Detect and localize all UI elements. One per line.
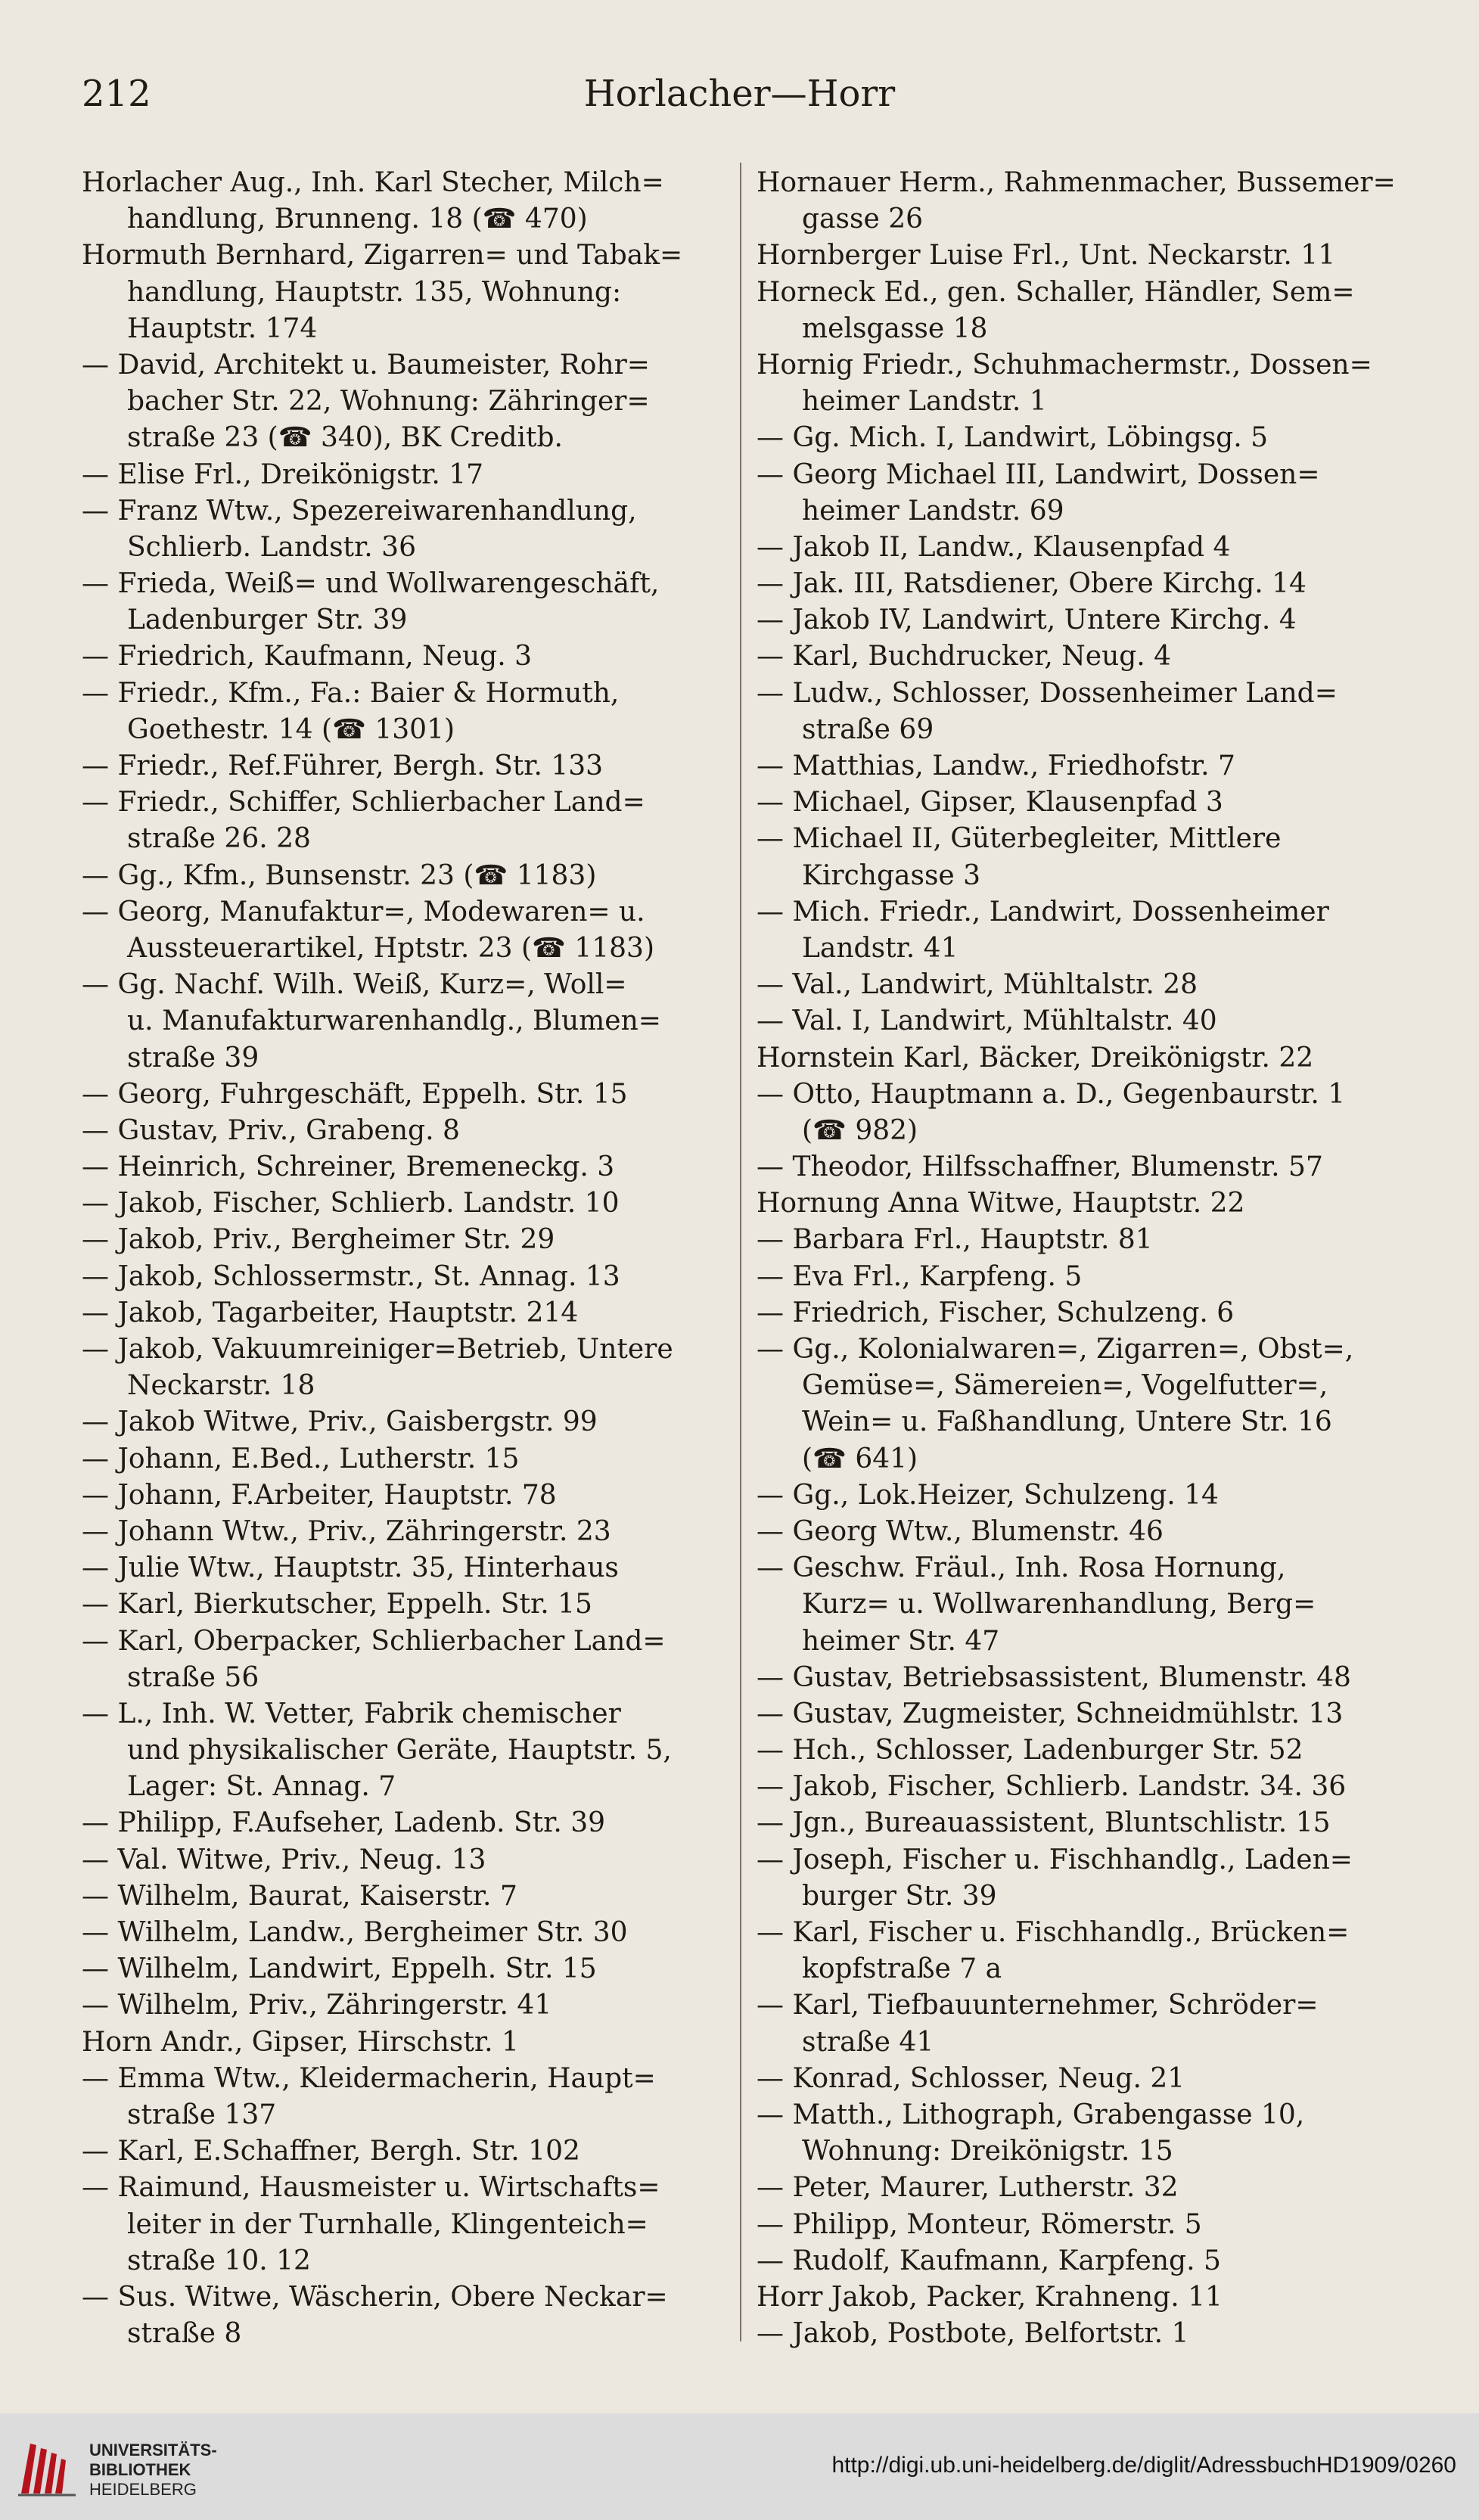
directory-line: — Gg. Nachf. Wilh. Weiß, Kurz=, Woll= bbox=[82, 969, 627, 1001]
directory-line: — Friedr., Kfm., Fa.: Baier & Hormuth, bbox=[82, 677, 620, 709]
directory-line: — Rudolf, Kaufmann, Karpfeng. 5 bbox=[757, 2245, 1221, 2276]
directory-line: — Philipp, F.Aufseher, Ladenb. Str. 39 bbox=[82, 1807, 606, 1839]
directory-line: — Val., Landwirt, Mühltalstr. 28 bbox=[757, 969, 1198, 1001]
directory-line: — Wilhelm, Landw., Bergheimer Str. 30 bbox=[82, 1917, 628, 1948]
directory-line: — Jgn., Bureauassistent, Bluntschlistr. 15 bbox=[757, 1807, 1331, 1839]
directory-line: — Friedr., Ref.Führer, Bergh. Str. 133 bbox=[82, 750, 604, 781]
directory-line: Horr Jakob, Packer, Krahneng. 11 bbox=[757, 2281, 1223, 2313]
directory-line: — Philipp, Monteur, Römerstr. 5 bbox=[757, 2208, 1202, 2240]
directory-line: — Jakob, Priv., Bergheimer Str. 29 bbox=[82, 1224, 555, 1256]
right-column bbox=[757, 165, 1422, 2352]
directory-line: leiter in der Turnhalle, Klingenteich= bbox=[127, 2208, 648, 2240]
university-library-logo-icon bbox=[15, 2436, 79, 2500]
directory-line: straße 137 bbox=[127, 2099, 277, 2130]
directory-line: — Frieda, Weiß= und Wollwarengeschäft, bbox=[82, 568, 660, 600]
directory-line: Hornstein Karl, Bäcker, Dreikönigstr. 22 bbox=[757, 1042, 1314, 1074]
directory-line: — Matth., Lithograph, Grabengasse 10, bbox=[757, 2099, 1305, 2130]
directory-line: Horneck Ed., gen. Schaller, Händler, Sem= bbox=[757, 276, 1355, 308]
running-head: Horlacher—Horr bbox=[583, 73, 896, 115]
directory-line: — Sus. Witwe, Wäscherin, Obere Neckar= bbox=[82, 2281, 668, 2313]
page-number: 212 bbox=[82, 73, 151, 115]
directory-line: — Theodor, Hilfsschaffner, Blumenstr. 57 bbox=[757, 1151, 1323, 1183]
directory-line: — Karl, Fischer u. Fischhandlg., Brücken= bbox=[757, 1917, 1350, 1948]
directory-line: Horn Andr., Gipser, Hirschstr. 1 bbox=[82, 2026, 519, 2058]
directory-line: bacher Str. 22, Wohnung: Zähringer= bbox=[127, 386, 650, 418]
directory-line: gasse 26 bbox=[802, 204, 924, 235]
directory-line: Kurz= u. Wollwarenhandlung, Berg= bbox=[802, 1589, 1316, 1620]
directory-line: — Friedrich, Fischer, Schulzeng. 6 bbox=[757, 1297, 1235, 1328]
directory-line: — Johann, F.Arbeiter, Hauptstr. 78 bbox=[82, 1479, 557, 1511]
directory-line: heimer Landstr. 1 bbox=[802, 386, 1047, 418]
directory-line: Schlierb. Landstr. 36 bbox=[127, 531, 416, 563]
directory-line: — Jakob II, Landw., Klausenpfad 4 bbox=[757, 531, 1231, 563]
directory-line: — Jakob IV, Landwirt, Untere Kirchg. 4 bbox=[757, 604, 1297, 636]
directory-line: — Georg Wtw., Blumenstr. 46 bbox=[757, 1515, 1164, 1547]
directory-line: — Johann, E.Bed., Lutherstr. 15 bbox=[82, 1443, 520, 1474]
directory-line: — Johann Wtw., Priv., Zähringerstr. 23 bbox=[82, 1515, 611, 1547]
directory-line: straße 69 bbox=[802, 713, 934, 745]
directory-line: — Jakob, Tagarbeiter, Hauptstr. 214 bbox=[82, 1297, 579, 1328]
directory-line: Wein= u. Faßhandlung, Untere Str. 16 bbox=[802, 1406, 1332, 1438]
directory-line: Horlacher Aug., Inh. Karl Stecher, Milch= bbox=[82, 167, 664, 198]
directory-line: — Ludw., Schlosser, Dossenheimer Land= bbox=[757, 677, 1338, 709]
directory-line: und physikalischer Geräte, Hauptstr. 5, bbox=[127, 1735, 672, 1766]
directory-line: burger Str. 39 bbox=[802, 1880, 997, 1912]
directory-line: — Gg., Kfm., Bunsenstr. 23 (☎ 1183) bbox=[82, 859, 597, 891]
directory-line: — Otto, Hauptmann a. D., Gegenbaurstr. 1 bbox=[757, 1078, 1346, 1110]
directory-line: Wohnung: Dreikönigstr. 15 bbox=[802, 2136, 1173, 2167]
directory-line: Neckarstr. 18 bbox=[127, 1370, 315, 1402]
directory-line: — Karl, Buchdrucker, Neug. 4 bbox=[757, 641, 1172, 673]
library-name-line2: BIBLIOTHEK bbox=[89, 2460, 191, 2479]
directory-line: straße 39 bbox=[127, 1042, 259, 1074]
source-url-link[interactable]: http://digi.ub.uni-heidelberg.de/diglit/AdressbuchHD1909/0260 bbox=[831, 2453, 1456, 2478]
directory-line: — Eva Frl., Karpfeng. 5 bbox=[757, 1260, 1083, 1292]
directory-line: straße 10. 12 bbox=[127, 2245, 311, 2276]
directory-line: Gemüse=, Sämereien=, Vogelfutter=, bbox=[802, 1370, 1328, 1402]
directory-line: Ladenburger Str. 39 bbox=[127, 604, 408, 636]
directory-line: — Jakob, Schlossermstr., St. Annag. 13 bbox=[82, 1260, 620, 1292]
directory-line: — Friedr., Schiffer, Schlierbacher Land= bbox=[82, 787, 645, 819]
directory-line: — Gustav, Betriebsassistent, Blumenstr. 48 bbox=[757, 1661, 1351, 1693]
directory-line: — Heinrich, Schreiner, Bremeneckg. 3 bbox=[82, 1151, 615, 1183]
directory-line: — Wilhelm, Baurat, Kaiserstr. 7 bbox=[82, 1880, 517, 1912]
directory-line: — Hch., Schlosser, Ladenburger Str. 52 bbox=[757, 1735, 1303, 1766]
directory-line: — Gustav, Priv., Grabeng. 8 bbox=[82, 1114, 460, 1146]
directory-line: — Jakob, Fischer, Schlierb. Landstr. 10 bbox=[82, 1188, 620, 1220]
directory-line: melsgasse 18 bbox=[802, 312, 988, 344]
directory-line: — Jak. III, Ratsdiener, Obere Kirchg. 14 bbox=[757, 568, 1307, 600]
directory-line: — Wilhelm, Priv., Zähringerstr. 41 bbox=[82, 1990, 552, 2021]
directory-line: — Franz Wtw., Spezereiwarenhandlung, bbox=[82, 495, 637, 527]
directory-line: Hormuth Bernhard, Zigarren= und Tabak= bbox=[82, 240, 683, 272]
directory-line: heimer Landstr. 69 bbox=[802, 495, 1064, 527]
directory-line: — Gustav, Zugmeister, Schneidmühlstr. 13 bbox=[757, 1698, 1344, 1729]
directory-line: — Jakob, Postbote, Belfortstr. 1 bbox=[757, 2318, 1189, 2350]
directory-line: — Jakob, Vakuumreiniger=Betrieb, Untere bbox=[82, 1334, 673, 1365]
directory-line: Aussteuerartikel, Hptstr. 23 (☎ 1183) bbox=[127, 932, 655, 964]
library-name bbox=[89, 2441, 217, 2500]
directory-line: straße 41 bbox=[802, 2026, 934, 2058]
directory-line: — Wilhelm, Landwirt, Eppelh. Str. 15 bbox=[82, 1953, 597, 1985]
directory-line: Hornberger Luise Frl., Unt. Neckarstr. 11 bbox=[757, 240, 1336, 272]
directory-line: — Michael, Gipser, Klausenpfad 3 bbox=[757, 787, 1223, 819]
directory-line: — Emma Wtw., Kleidermacherin, Haupt= bbox=[82, 2062, 656, 2094]
directory-line: — Jakob Witwe, Priv., Gaisbergstr. 99 bbox=[82, 1406, 598, 1438]
footer-bar bbox=[0, 2413, 1479, 2520]
directory-line: — Gg., Lok.Heizer, Schulzeng. 14 bbox=[757, 1479, 1219, 1511]
directory-line: — Konrad, Schlosser, Neug. 21 bbox=[757, 2062, 1185, 2094]
directory-line: kopfstraße 7 a bbox=[802, 1953, 1002, 1985]
directory-line: Hornauer Herm., Rahmenmacher, Bussemer= bbox=[757, 167, 1396, 198]
directory-line: straße 56 bbox=[127, 1661, 259, 1693]
directory-line: — Friedrich, Kaufmann, Neug. 3 bbox=[82, 641, 533, 673]
directory-line: Goethestr. 14 (☎ 1301) bbox=[127, 713, 455, 745]
directory-line: — Val. Witwe, Priv., Neug. 13 bbox=[82, 1844, 486, 1875]
directory-line: handlung, Hauptstr. 135, Wohnung: bbox=[127, 276, 622, 308]
directory-line: — Georg, Manufaktur=, Modewaren= u. bbox=[82, 896, 645, 928]
directory-line: — Mich. Friedr., Landwirt, Dossenheimer bbox=[757, 896, 1329, 928]
directory-line: straße 23 (☎ 340), BK Creditb. bbox=[127, 422, 563, 454]
directory-line: (☎ 982) bbox=[802, 1114, 918, 1146]
directory-line: Hornung Anna Witwe, Hauptstr. 22 bbox=[757, 1188, 1245, 1220]
directory-line: Lager: St. Annag. 7 bbox=[127, 1771, 396, 1803]
directory-line: — Matthias, Landw., Friedhofstr. 7 bbox=[757, 750, 1235, 781]
directory-line: (☎ 641) bbox=[802, 1443, 918, 1474]
directory-line: — Raimund, Hausmeister u. Wirtschafts= bbox=[82, 2172, 660, 2204]
directory-line: — Michael II, Güterbegleiter, Mittlere bbox=[757, 823, 1282, 855]
directory-line: straße 8 bbox=[127, 2318, 242, 2350]
directory-line: — Georg Michael III, Landwirt, Dossen= bbox=[757, 458, 1320, 490]
directory-line: — Karl, E.Schaffner, Bergh. Str. 102 bbox=[82, 2136, 580, 2167]
column-divider bbox=[740, 163, 741, 2341]
directory-line: — Karl, Bierkutscher, Eppelh. Str. 15 bbox=[82, 1589, 592, 1620]
directory-line: — Georg, Fuhrgeschäft, Eppelh. Str. 15 bbox=[82, 1078, 628, 1110]
directory-line: — Elise Frl., Dreikönigstr. 17 bbox=[82, 458, 484, 490]
directory-line: — Jakob, Fischer, Schlierb. Landstr. 34. 36 bbox=[757, 1771, 1347, 1803]
directory-line: — Joseph, Fischer u. Fischhandlg., Laden= bbox=[757, 1844, 1353, 1875]
directory-line: — Gg. Mich. I, Landwirt, Löbingsg. 5 bbox=[757, 422, 1269, 454]
directory-line: handlung, Brunneng. 18 (☎ 470) bbox=[127, 204, 588, 235]
directory-line: heimer Str. 47 bbox=[802, 1625, 1000, 1657]
directory-line: — David, Architekt u. Baumeister, Rohr= bbox=[82, 349, 650, 381]
directory-line: — Karl, Oberpacker, Schlierbacher Land= bbox=[82, 1625, 666, 1657]
directory-line: Hauptstr. 174 bbox=[127, 312, 318, 344]
directory-line: — Barbara Frl., Hauptstr. 81 bbox=[757, 1224, 1153, 1256]
directory-line: — Julie Wtw., Hauptstr. 35, Hinterhaus bbox=[82, 1552, 619, 1584]
directory-line: straße 26. 28 bbox=[127, 823, 311, 855]
directory-line: — Gg., Kolonialwaren=, Zigarren=, Obst=, bbox=[757, 1334, 1354, 1365]
directory-line: Landstr. 41 bbox=[802, 932, 959, 964]
directory-line: — L., Inh. W. Vetter, Fabrik chemischer bbox=[82, 1698, 621, 1729]
directory-line: — Peter, Maurer, Lutherstr. 32 bbox=[757, 2172, 1179, 2204]
directory-line: — Karl, Tiefbauunternehmer, Schröder= bbox=[757, 1990, 1319, 2021]
library-name-line1: UNIVERSITÄTS- bbox=[89, 2441, 217, 2459]
directory-line: — Val. I, Landwirt, Mühltalstr. 40 bbox=[757, 1005, 1217, 1037]
left-column bbox=[82, 165, 747, 2352]
library-name-line3: HEIDELBERG bbox=[89, 2480, 197, 2499]
directory-line: — Geschw. Fräul., Inh. Rosa Hornung, bbox=[757, 1552, 1286, 1584]
directory-line: Kirchgasse 3 bbox=[802, 859, 981, 891]
directory-line: Hornig Friedr., Schuhmachermstr., Dossen= bbox=[757, 349, 1372, 381]
directory-line: u. Manufakturwarenhandlg., Blumen= bbox=[127, 1005, 661, 1037]
